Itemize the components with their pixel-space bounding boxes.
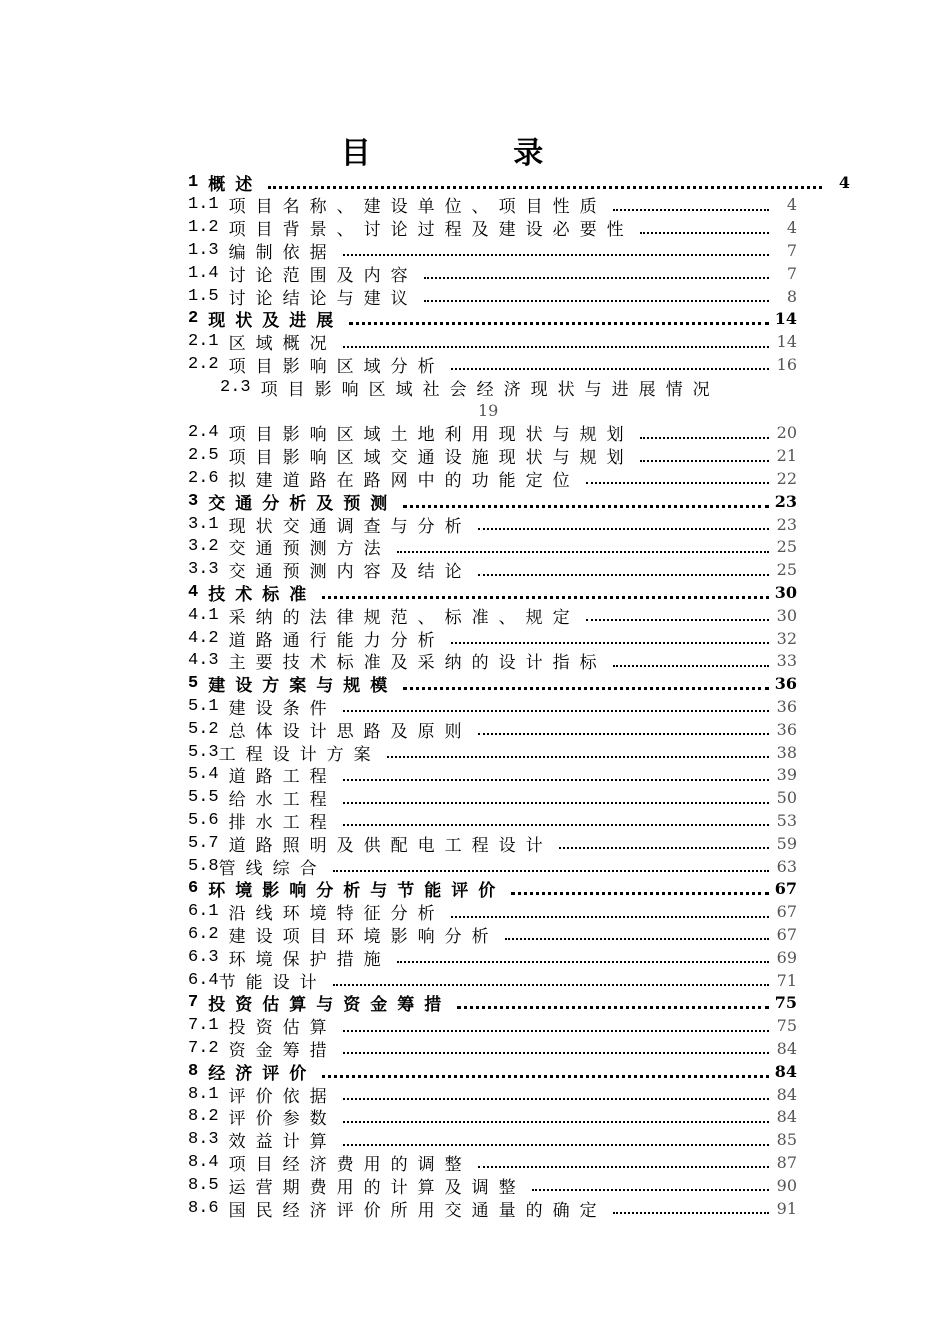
- toc-page-number: 32: [776, 628, 797, 648]
- toc-entry-title: 项目影响区域交通设施现状与规划: [228, 448, 634, 469]
- toc-page-number: 8: [786, 286, 797, 306]
- toc-entry-title: 讨论范围及内容: [228, 265, 418, 286]
- toc-page-number: 36: [774, 674, 797, 694]
- toc-dot-leader: [586, 605, 769, 621]
- toc-entry-number: 5.6: [188, 810, 219, 830]
- toc-chapter-entry[interactable]: [188, 490, 797, 512]
- toc-chapter-entry[interactable]: [188, 171, 850, 193]
- toc-page-number: 50: [776, 788, 797, 808]
- toc-section-entry[interactable]: [188, 718, 797, 740]
- toc-section-entry[interactable]: [188, 331, 797, 353]
- page-title: 目 录: [340, 136, 610, 171]
- toc-chapter-entry[interactable]: [188, 1060, 797, 1082]
- toc-entry-number: 6.2: [188, 924, 219, 944]
- toc-entry-number: 2.6: [188, 468, 219, 488]
- toc-dot-leader: [403, 491, 769, 508]
- toc-page-number: 90: [776, 1175, 797, 1195]
- toc-entry-title: 经济评价: [208, 1063, 317, 1084]
- toc-entry-title: 项目背景、讨论过程及建设必要性: [228, 220, 634, 241]
- toc-dot-leader: [397, 947, 769, 963]
- toc-dot-leader: [343, 810, 769, 826]
- toc-section-entry[interactable]: [188, 901, 797, 923]
- toc-page-number: 59: [776, 833, 797, 853]
- toc-dot-leader: [505, 924, 769, 940]
- toc-entry-number: 1.1: [188, 195, 219, 215]
- toc-dot-leader: [457, 992, 769, 1009]
- toc-dot-leader: [451, 628, 769, 644]
- toc-chapter-entry[interactable]: [188, 308, 797, 330]
- toc-dot-leader: [613, 651, 769, 667]
- toc-page-number: 36: [776, 696, 797, 716]
- toc-entry-title: 评价参数: [228, 1109, 337, 1130]
- toc-section-entry[interactable]: [188, 1037, 797, 1059]
- toc-page-number: 84: [776, 1038, 797, 1058]
- toc-entry-title: 道路通行能力分析: [228, 630, 445, 651]
- toc-entry-title: 运营期费用的计算及调整: [228, 1177, 526, 1198]
- toc-dot-leader: [343, 1038, 769, 1054]
- toc-entry-number: 8.6: [188, 1198, 219, 1218]
- toc-entry-number: 6.4: [188, 970, 219, 990]
- toc-entry-title: 环境影响分析与节能评价: [208, 881, 506, 902]
- toc-dot-leader: [451, 354, 769, 370]
- toc-page-number: 20: [776, 423, 797, 443]
- toc-section-entry[interactable]: [188, 855, 797, 877]
- toc-page-number: 14: [776, 332, 797, 352]
- toc-page-number: 14: [774, 309, 797, 329]
- toc-page-number: 67: [776, 902, 797, 922]
- toc-entry-title: 区域概况: [228, 334, 337, 355]
- toc-entry-title: 评价依据: [228, 1086, 337, 1107]
- toc-entry-number: 3.2: [188, 537, 219, 557]
- toc-page-number: 22: [776, 468, 797, 488]
- toc-entry-number: 3.3: [188, 560, 219, 580]
- toc-entry-number: 1.3: [188, 240, 219, 260]
- toc-section-entry[interactable]: [188, 627, 797, 649]
- toc-entry-number: 7.2: [188, 1038, 219, 1058]
- toc-dot-leader: [478, 514, 769, 530]
- toc-entry-number: 7.1: [188, 1016, 219, 1036]
- toc-entry-number: 2.2: [188, 354, 219, 374]
- toc-dot-leader: [478, 719, 769, 735]
- toc-entry-number: 5.8: [188, 856, 219, 876]
- toc-dot-leader: [322, 582, 769, 599]
- toc-section-entry[interactable]: [188, 353, 797, 375]
- toc-entry-title: 投资估算: [228, 1018, 337, 1039]
- toc-entry-title: 管线综合: [218, 858, 327, 879]
- toc-entry-number: 5.2: [188, 719, 219, 739]
- toc-entry-number: 1.5: [188, 286, 219, 306]
- toc-dot-leader: [613, 195, 769, 211]
- toc-page-number: 63: [776, 856, 797, 876]
- toc-entry-number: 8.5: [188, 1175, 219, 1195]
- toc-entry-number: 8.2: [188, 1107, 219, 1127]
- toc-section-entry[interactable]: [188, 262, 797, 284]
- toc-entry-number: 5.1: [188, 696, 219, 716]
- toc-page-number: 30: [774, 582, 797, 602]
- toc-dot-leader: [403, 673, 769, 690]
- toc-dot-leader: [478, 1152, 769, 1168]
- toc-entry-title: 现状交通调查与分析: [228, 516, 472, 537]
- toc-section-entry[interactable]: [188, 650, 797, 672]
- toc-entry-number: 8.4: [188, 1152, 219, 1172]
- toc-entry-number: 6.3: [188, 947, 219, 967]
- toc-section-entry[interactable]: [188, 604, 797, 626]
- toc-dot-leader: [613, 1198, 769, 1214]
- toc-page-number: 69: [776, 947, 797, 967]
- toc-page-number: 53: [776, 810, 797, 830]
- toc-entry-title: 工程设计方案: [218, 744, 381, 765]
- toc-entry-number: 8: [188, 1061, 199, 1081]
- toc-entry-title: 拟建道路在路网中的功能定位: [228, 470, 580, 491]
- toc-dot-leader: [343, 1016, 769, 1032]
- toc-section-entry[interactable]: [188, 764, 797, 786]
- toc-entry-title: 编制依据: [228, 242, 337, 263]
- toc-page-number: 23: [774, 491, 797, 511]
- toc-page-number: 67: [776, 924, 797, 944]
- toc-page-number: 23: [776, 514, 797, 534]
- toc-entry-title: 排水工程: [228, 812, 337, 833]
- toc-entry-title: 项目名称、建设单位、项目性质: [228, 197, 607, 218]
- toc-entry-title: 采纳的法律规范、标准、规定: [228, 607, 580, 628]
- toc-dot-leader: [268, 172, 822, 189]
- toc-entry-number: 1: [188, 172, 199, 192]
- toc-page-number: 71: [776, 970, 797, 990]
- toc-page-number: 84: [776, 1107, 797, 1127]
- toc-section-entry[interactable]: [188, 1174, 797, 1196]
- toc-section-entry[interactable]: [188, 513, 797, 535]
- toc-page-number: 85: [776, 1130, 797, 1150]
- toc-entry-number: 2.4: [188, 423, 219, 443]
- toc-section-entry[interactable]: [188, 1197, 797, 1219]
- toc-entry-number: 2.3: [220, 377, 251, 397]
- toc-page-number: 84: [776, 1084, 797, 1104]
- toc-dot-leader: [451, 902, 769, 918]
- toc-page-number: 87: [776, 1152, 797, 1172]
- toc-page-number: 84: [774, 1061, 797, 1081]
- toc-entry-number: 5.3: [188, 742, 219, 762]
- toc-entry-number: 4.2: [188, 628, 219, 648]
- toc-page-number: 75: [774, 993, 797, 1013]
- toc-entry-title: 效益计算: [228, 1132, 337, 1153]
- toc-entry-title: 交通预测方法: [228, 539, 391, 560]
- toc-dot-leader: [532, 1175, 769, 1191]
- toc-entry-title: 项目影响区域社会经济现状与进展情况: [260, 379, 720, 400]
- toc-section-entry[interactable]: [188, 1083, 797, 1105]
- toc-section-entry[interactable]: [188, 832, 797, 854]
- toc-page-number: 21: [776, 446, 797, 466]
- toc-entry-number: 2: [188, 309, 199, 329]
- toc-page-number: 75: [776, 1016, 797, 1036]
- toc-section-entry[interactable]: [188, 445, 797, 467]
- toc-section-entry[interactable]: [188, 695, 797, 717]
- toc-entry-title: 主要技术标准及采纳的设计指标: [228, 653, 607, 674]
- toc-entry-number: 4.3: [188, 651, 219, 671]
- toc-dot-leader: [387, 742, 769, 758]
- toc-section-entry[interactable]: [188, 422, 797, 444]
- toc-entry-title: 项目影响区域土地利用现状与规划: [228, 425, 634, 446]
- toc-dot-leader: [343, 240, 769, 256]
- toc-entry-title: 国民经济评价所用交通量的确定: [228, 1200, 607, 1221]
- toc-page-number: 39: [776, 765, 797, 785]
- toc-entry-number: 5.7: [188, 833, 219, 853]
- toc-section-entry[interactable]: [188, 946, 797, 968]
- toc-chapter-entry[interactable]: [188, 992, 797, 1014]
- toc-entry-title: 道路工程: [228, 767, 337, 788]
- toc-dot-leader: [640, 218, 769, 234]
- toc-chapter-entry[interactable]: [188, 581, 797, 603]
- toc-dot-leader: [333, 856, 769, 872]
- toc-entry-number: 6.1: [188, 902, 219, 922]
- toc-section-entry[interactable]: [188, 559, 797, 581]
- toc-section-entry[interactable]: [188, 1129, 797, 1151]
- toc-page-number: 4: [786, 195, 797, 215]
- toc-page-number: 4: [786, 218, 797, 238]
- toc-entry-number: 4.1: [188, 605, 219, 625]
- toc-entry-number: 3.1: [188, 514, 219, 534]
- toc-dot-leader: [343, 1130, 769, 1146]
- toc-section-entry[interactable]: [188, 194, 797, 216]
- toc-dot-leader: [397, 537, 769, 553]
- toc-entry-title: 给水工程: [228, 790, 337, 811]
- toc-section-entry[interactable]: [188, 376, 797, 398]
- toc-page-number: 30: [776, 605, 797, 625]
- toc-dot-leader: [478, 560, 769, 576]
- toc-dot-leader: [586, 468, 769, 484]
- toc-dot-leader: [322, 1061, 769, 1078]
- toc-dot-leader: [343, 1107, 769, 1123]
- toc-entry-number: 7: [188, 993, 199, 1013]
- toc-section-entry[interactable]: [188, 787, 797, 809]
- toc-entry-number: 5.5: [188, 788, 219, 808]
- toc-entry-number: 2.1: [188, 332, 219, 352]
- toc-dot-leader: [333, 970, 769, 986]
- toc-entry-number: 2.5: [188, 446, 219, 466]
- toc-entry-title: 讨论结论与建议: [228, 288, 418, 309]
- toc-dot-leader: [343, 1084, 769, 1100]
- toc-page-number: 25: [776, 560, 797, 580]
- toc-page-number: 33: [776, 651, 797, 671]
- toc-page-number: 19: [478, 401, 499, 420]
- toc-chapter-entry[interactable]: [188, 673, 797, 695]
- toc-entry-title: 环境保护措施: [228, 949, 391, 970]
- toc-dot-leader: [511, 878, 769, 895]
- toc-page-number: 67: [774, 879, 797, 899]
- toc-entry-number: 3: [188, 491, 199, 511]
- toc-entry-title: 节能设计: [218, 972, 327, 993]
- toc-dot-leader: [424, 263, 769, 279]
- toc-dot-leader: [640, 446, 769, 462]
- toc-section-entry[interactable]: [188, 923, 797, 945]
- toc-entry-number: 5: [188, 674, 199, 694]
- toc-entry-title: 项目影响区域分析: [228, 356, 445, 377]
- toc-entry-title: 道路照明及供配电工程设计: [228, 835, 553, 856]
- toc-page-number: 36: [776, 719, 797, 739]
- toc-dot-leader: [343, 332, 769, 348]
- toc-entry-number: 4: [188, 582, 199, 602]
- toc-section-entry[interactable]: [188, 1106, 797, 1128]
- toc-entry-number: 5.4: [188, 765, 219, 785]
- toc-section-entry[interactable]: [188, 809, 797, 831]
- toc-entry-title: 现状及进展: [208, 311, 344, 332]
- toc-entry-title: 沿线环境特征分析: [228, 904, 445, 925]
- toc-entry-title: 投资估算与资金筹措: [208, 995, 452, 1016]
- toc-dot-leader: [640, 423, 769, 439]
- toc-entry-title: 交通预测内容及结论: [228, 562, 472, 583]
- toc-section-entry[interactable]: [188, 1015, 797, 1037]
- toc-page-number: 38: [776, 742, 797, 762]
- toc-section-entry[interactable]: [188, 741, 797, 763]
- toc-entry-title: 资金筹措: [228, 1040, 337, 1061]
- toc-section-entry[interactable]: [188, 536, 797, 558]
- toc-section-entry[interactable]: [188, 969, 797, 991]
- toc-entry-number: 1.2: [188, 218, 219, 238]
- toc-section-entry[interactable]: [188, 239, 797, 261]
- toc-dot-leader: [343, 765, 769, 781]
- toc-section-entry[interactable]: [188, 1151, 797, 1173]
- toc-entry-title: 交通分析及预测: [208, 493, 398, 514]
- toc-entry-title: 技术标准: [208, 584, 317, 605]
- toc-entry-title: 建设条件: [228, 698, 337, 719]
- toc-entry-title: 建设方案与规模: [208, 676, 398, 697]
- toc-section-entry[interactable]: [188, 285, 797, 307]
- toc-entry-number: 8.1: [188, 1084, 219, 1104]
- toc-entry-number: 1.4: [188, 263, 219, 283]
- toc-dot-leader: [343, 788, 769, 804]
- toc-page-number: 7: [786, 240, 797, 260]
- toc-entry-number: 6: [188, 879, 199, 899]
- toc-dot-leader: [559, 833, 769, 849]
- toc-page-number: 25: [776, 537, 797, 557]
- toc-page-number: 16: [776, 354, 797, 374]
- toc-dot-leader: [424, 286, 769, 302]
- toc-page-number: 91: [776, 1198, 797, 1218]
- toc-entry-title: 概述: [208, 174, 263, 195]
- toc-entry-number: 8.3: [188, 1130, 219, 1150]
- toc-page-number: 4: [838, 172, 850, 192]
- toc-entry-title: 项目经济费用的调整: [228, 1154, 472, 1175]
- toc-page-number: 7: [786, 263, 797, 283]
- toc-entry-title: 建设项目环境影响分析: [228, 926, 499, 947]
- toc-dot-leader: [343, 696, 769, 712]
- toc-chapter-entry[interactable]: [188, 878, 797, 900]
- toc-dot-leader: [349, 308, 769, 325]
- toc-section-entry[interactable]: [188, 467, 797, 489]
- toc-section-entry[interactable]: [188, 217, 797, 239]
- toc-entry-title: 总体设计思路及原则: [228, 721, 472, 742]
